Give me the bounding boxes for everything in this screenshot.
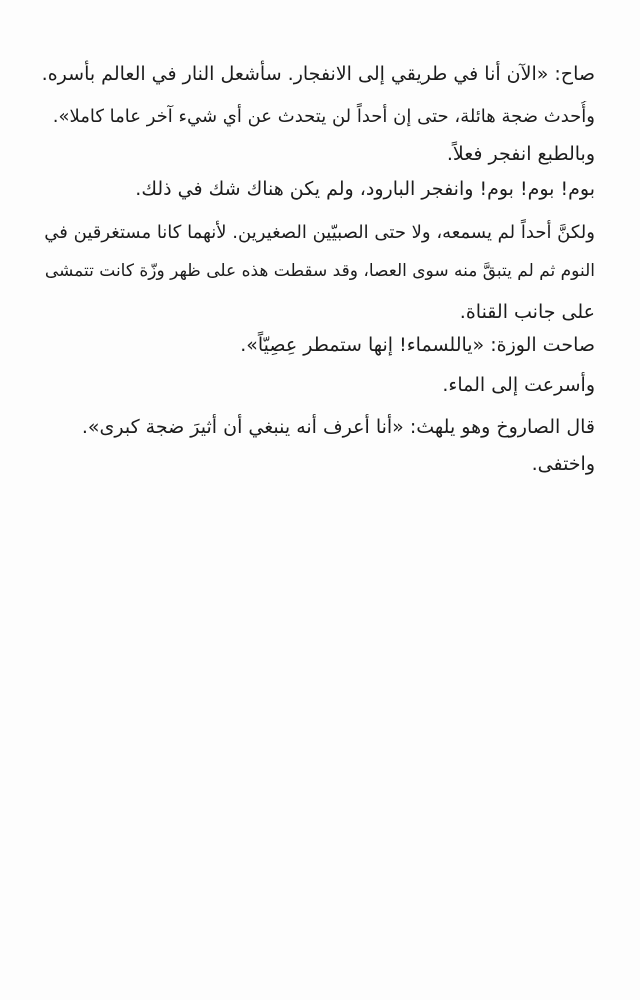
- text-line: وبالطبع انفجر فعلاً.: [446, 143, 595, 165]
- text-line: ولكنَّ أحداً لم يسمعه، ولا حتى الصبيّين الصغيرين. لأنهما كانا مستغرقين في: [44, 222, 595, 243]
- text-line: وأُحدث ضجة هائلة، حتى إن أحداً لن يتحدث عن أي شيء آخر عاما كاملا».: [52, 106, 595, 127]
- text-line: واختفى.: [531, 453, 595, 475]
- text-line: قال الصاروخ وهو يلهث: «أنا أعرف أنه ينبغي أن أثيرَ ضجة كبرى».: [81, 416, 595, 438]
- text-line: بوم! بوم! بوم! وانفجر البارود، ولم يكن هناك شك في ذلك.: [135, 178, 595, 200]
- text-line: صاحت الوزة: «ياللسماء! إنها ستمطر عِصِيّاً».: [240, 334, 595, 356]
- text-line: النوم ثم لم يتبقَّ منه سوى العصا، وقد سقطت هذه على ظهر وزّة كانت تتمشى: [44, 261, 595, 281]
- text-line: على جانب القناة.: [459, 301, 595, 323]
- text-line: وأسرعت إلى الماء.: [442, 374, 595, 396]
- text-line: صاح: «الآن أنا في طريقي إلى الانفجار. سأشعل النار في العالم بأسره.: [41, 63, 595, 85]
